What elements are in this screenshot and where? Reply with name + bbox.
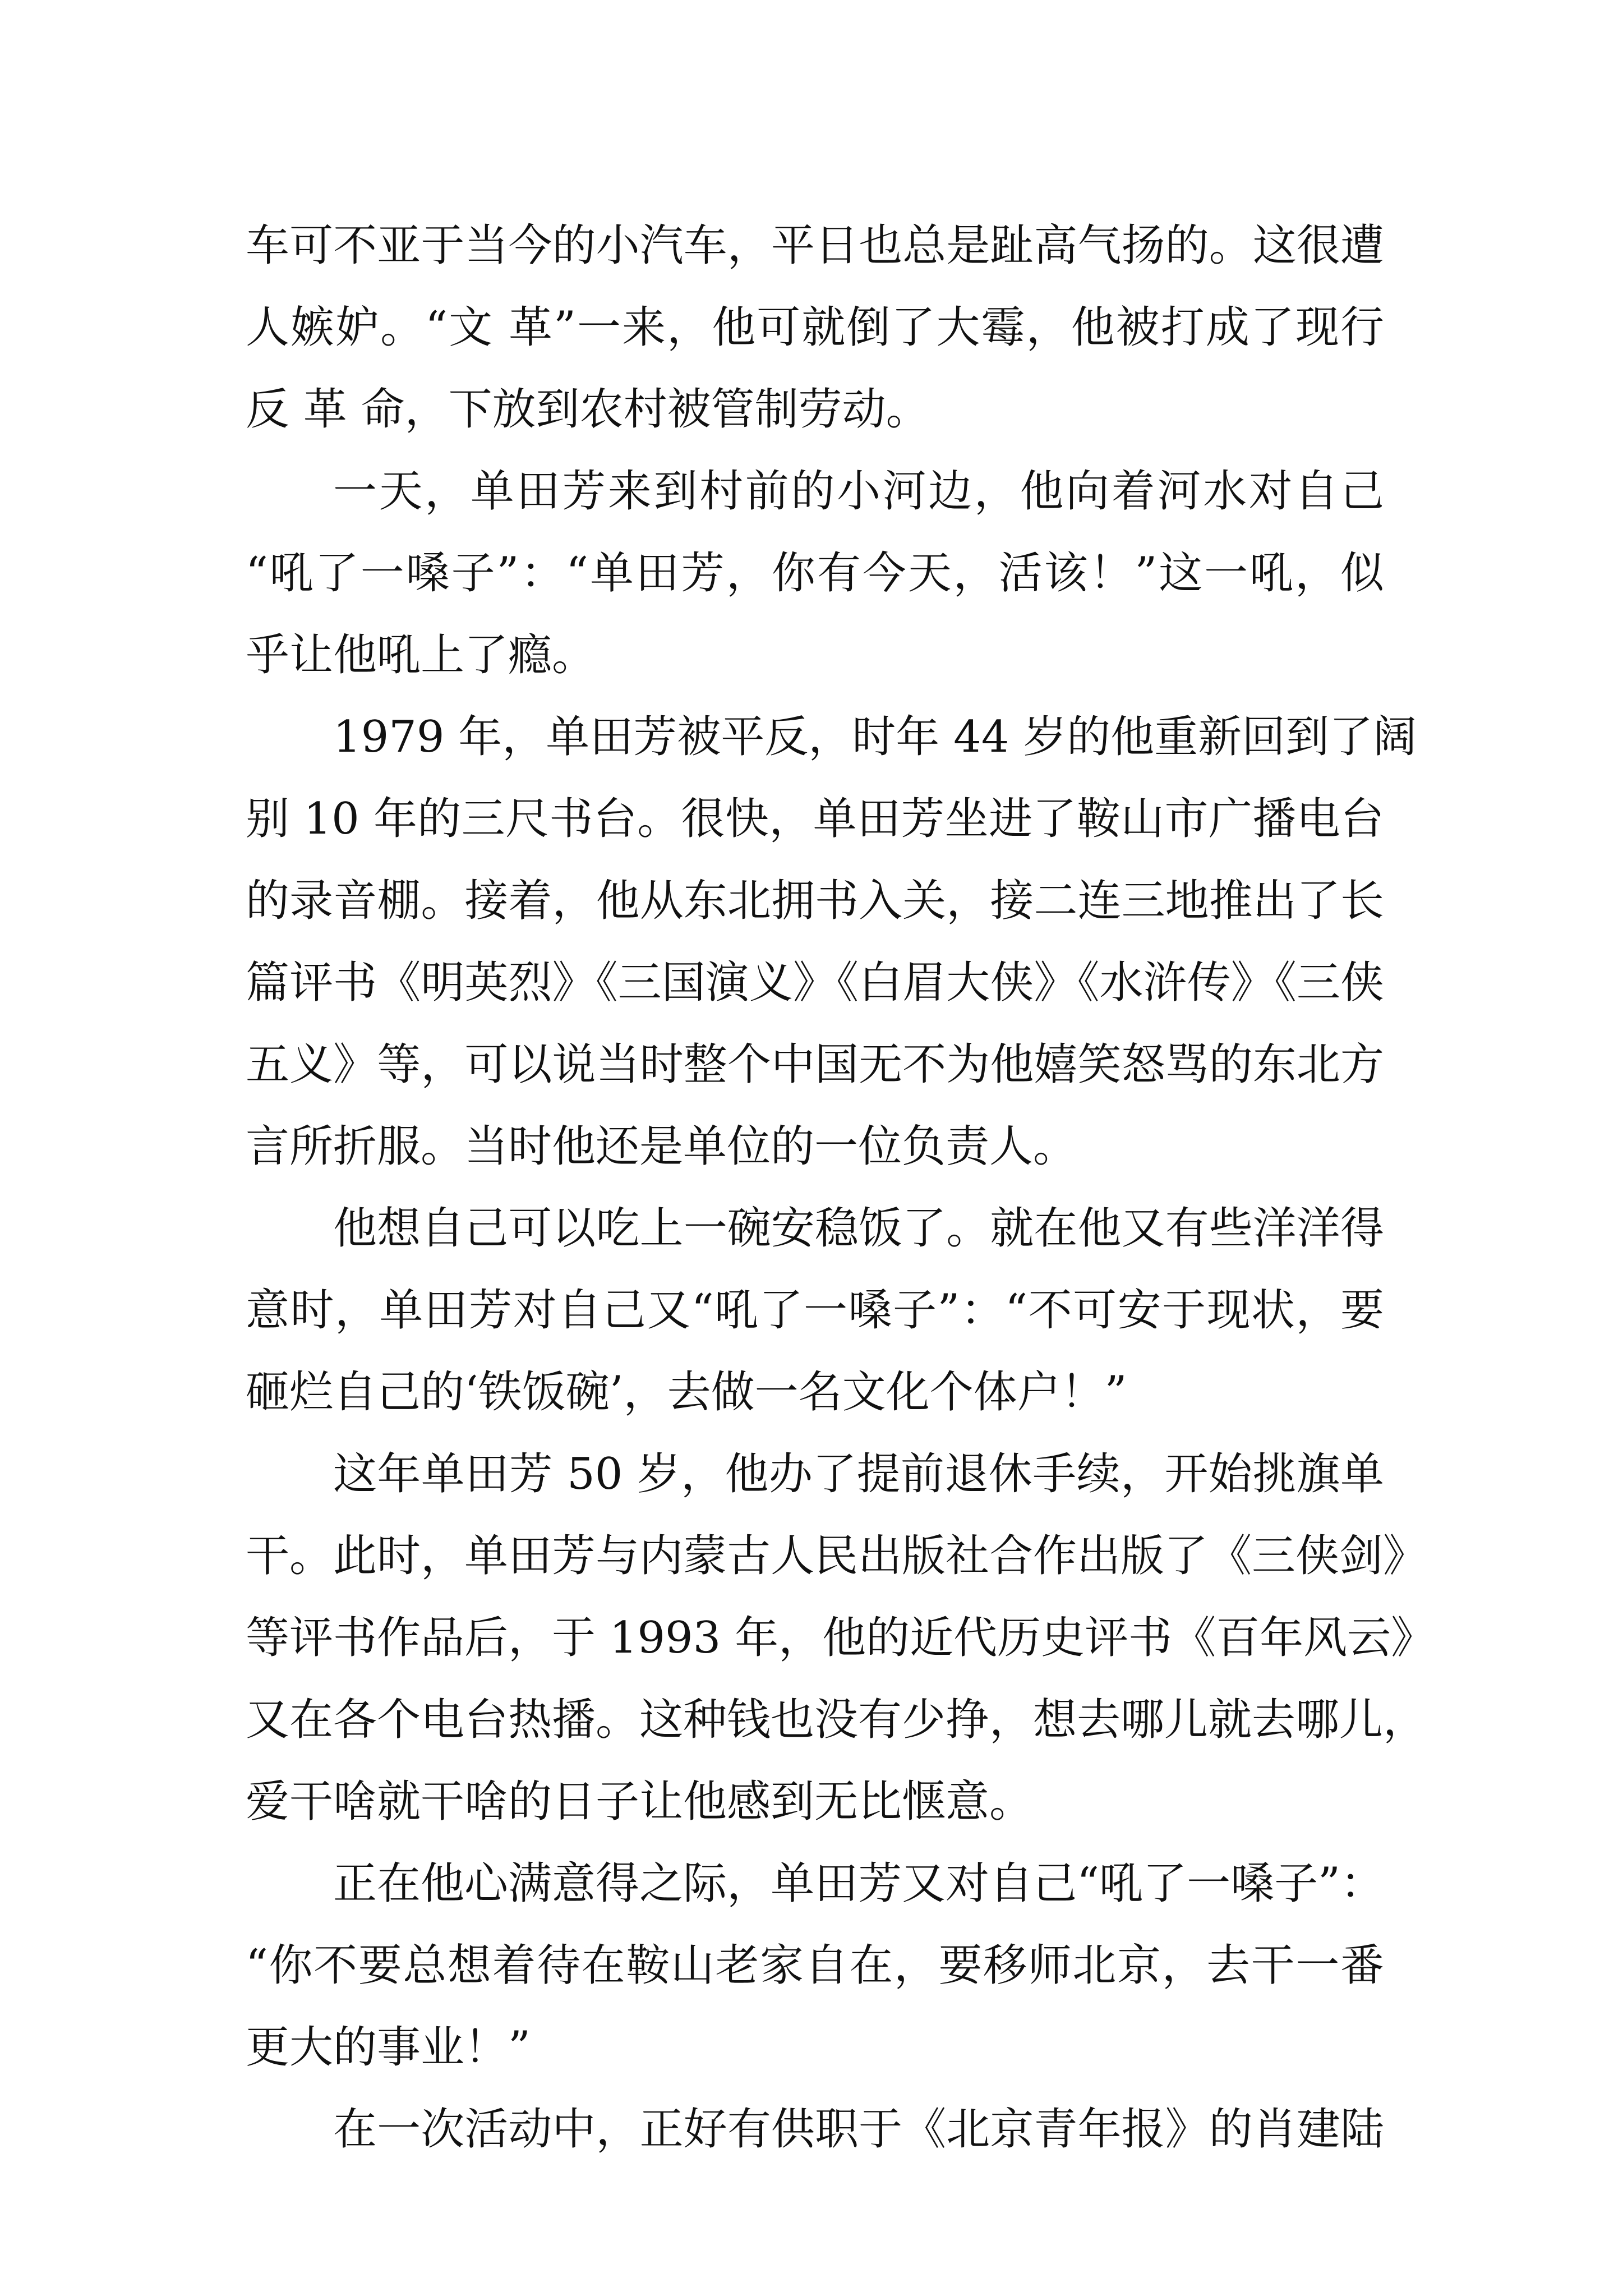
text-line: 意时，单田芳对自己又“吼了一嗓子”：“不可安于现状，要 [246, 1285, 1384, 1336]
paragraph-first-line: 1979 年，单田芳被平反，时年 44 岁的他重新回到了阔 [333, 712, 1417, 762]
text-line: 乎让他吼上了瘾。 [246, 630, 596, 680]
text-line: 人嫉妒。“文 革”一来，他可就倒了大霉，他被打成了现行 [246, 302, 1384, 353]
text-line: “吼了一嗓子”：“单田芳，你有今天，活该！”这一吼，似 [246, 548, 1384, 599]
paragraph-first-line: 一天，单田芳来到村前的小河边，他向着河水对自己 [333, 466, 1384, 517]
text-line: 五义》等，可以说当时整个中国无不为他嬉笑怒骂的东北方 [246, 1039, 1384, 1090]
text-line: 砸烂自己的‘铁饭碗’，去做一名文化个体户！” [246, 1367, 1127, 1418]
text-line: 又在各个电台热播。这种钱也没有少挣，想去哪儿就去哪儿， [246, 1695, 1427, 1745]
text-line: 更大的事业！” [246, 2022, 531, 2073]
paragraph-first-line: 正在他心满意得之际，单田芳又对自己“吼了一嗓子”： [333, 1858, 1384, 1909]
paragraph-first-line: 这年单田芳 50 岁，他办了提前退休手续，开始挑旗单 [333, 1449, 1384, 1499]
text-line: “你不要总想着待在鞍山老家自在，要移师北京，去干一番 [246, 1940, 1384, 1991]
text-line: 的录音棚。接着，他从东北拥书入关，接二连三地推出了长 [246, 876, 1384, 926]
text-line: 言所折服。当时他还是单位的一位负责人。 [246, 1121, 1077, 1172]
text-line: 别 10 年的三尺书台。很快，单田芳坐进了鞍山市广播电台 [246, 794, 1384, 844]
paragraph-first-line: 在一次活动中，正好有供职于《北京青年报》的肖建陆 [333, 2104, 1384, 2155]
text-line: 反 革 命，下放到农村被管制劳动。 [246, 384, 930, 435]
paragraph-first-line: 他想自己可以吃上一碗安稳饭了。就在他又有些洋洋得 [333, 1203, 1384, 1254]
text-line: 篇评书《明英烈》《三国演义》《白眉大侠》《水浒传》《三侠 [246, 958, 1384, 1008]
body-text [246, 205, 1435, 2170]
text-line: 干。此时，单田芳与内蒙古人民出版社合作出版了《三侠剑》 [246, 1531, 1427, 1581]
text-line: 爱干啥就干啥的日子让他感到无比惬意。 [246, 1777, 1034, 1827]
text-line: 等评书作品后，于 1993 年，他的近代历史评书《百年风云》 [246, 1613, 1435, 1663]
text-line: 车可不亚于当今的小汽车，平日也总是趾高气扬的。这很遭 [246, 220, 1384, 271]
